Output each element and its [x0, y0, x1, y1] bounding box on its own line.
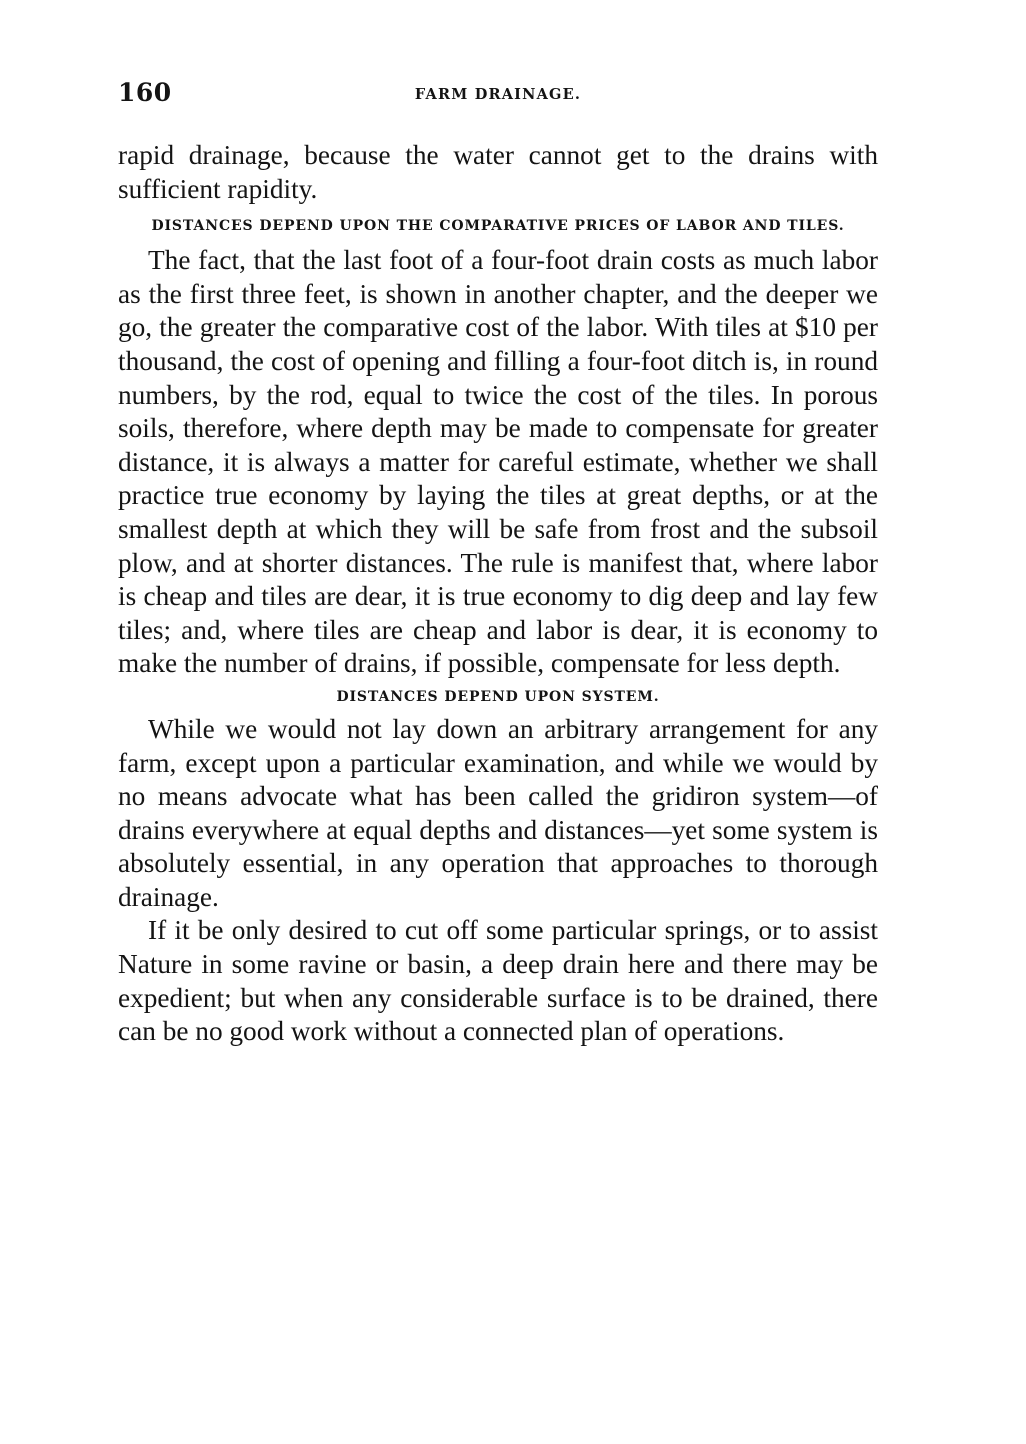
page-number: 160 [118, 78, 172, 107]
page-header [118, 78, 878, 112]
paragraph-system: While we would not lay down an arbitrary arrangement for any farm, except upon a particular examination, and while we would by no means advocate what has been called the gridiron system—of drains everywhere at equal depths and distances—yet some system is absolutely essential, in any operation that approaches to thorough drainage. [118, 713, 878, 912]
section-heading-system: DISTANCES DEPEND UPON SYSTEM. [336, 688, 660, 705]
section-heading-labor-and-tiles: DISTANCES DEPEND UPON THE COMPARATIVE PRICES OF LABOR AND TILES. [151, 218, 845, 235]
paragraph-connected-plan: If it be only desired to cut off some particular springs, or to assist Nature in some ravine or basin, a deep drain here and there may be expedient; but when any considerable surface is to be drained, there can be no good work without a connected plan of operations. [118, 915, 878, 1047]
continuation-paragraph: rapid drainage, because the water cannot get to the drains with sufficient rapidity. [118, 140, 878, 204]
running-title: FARM DRAINAGE. [414, 86, 582, 103]
page-body [118, 139, 878, 1049]
paragraph-labor-and-tiles: The fact, that the last foot of a four-foot drain costs as much labor as the first three feet, is shown in another chapter, and the deeper we go, the greater the comparative cost of the labor. With tiles at $10 per thousand, the cost of opening and filling a four-foot ditch is, in round numbers, by the rod, equal to twice the cost of the tiles. In porous soils, therefore, where depth may be made to compensate for greater distance, it is always a matter for careful estimate, whether we shall practice true economy by laying the tiles at great depths, or at the smallest depth at which they will be safe from frost and the subsoil plow, and at shorter distances. The rule is manifest that, where labor is cheap and tiles are dear, it is true economy to dig deep and lay few tiles; and, where tiles are cheap and labor is dear, it is economy to make the number of drains, if possible, compensate for less depth. [118, 245, 878, 679]
